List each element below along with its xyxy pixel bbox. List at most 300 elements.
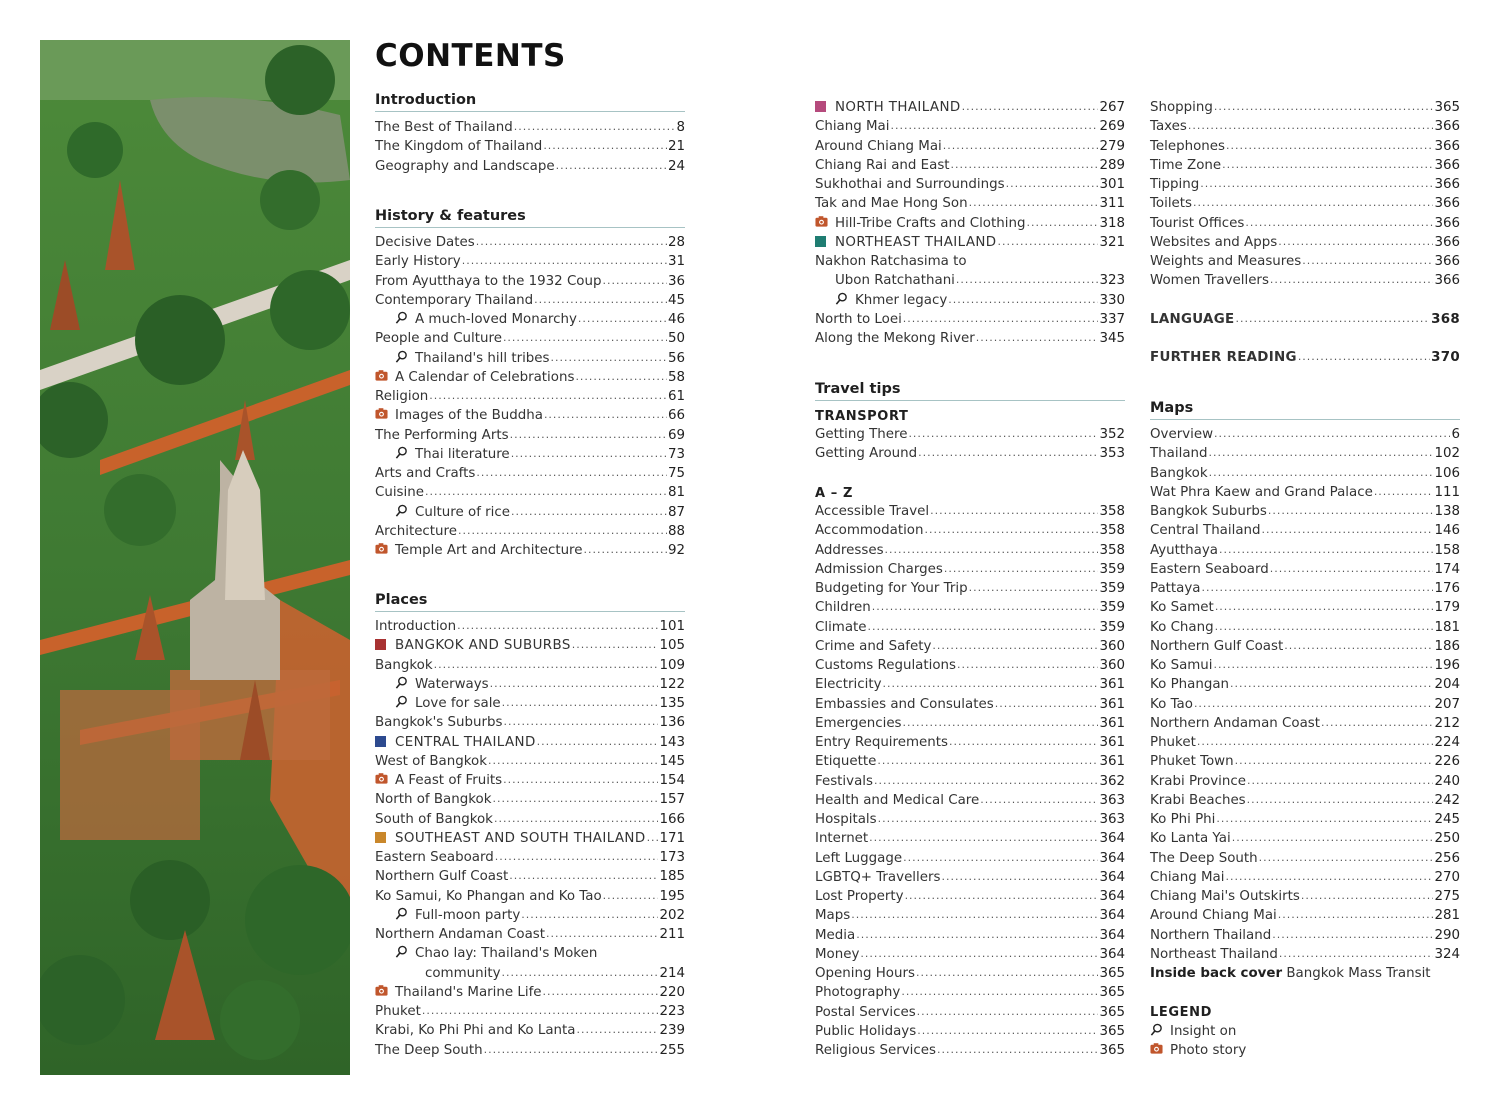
- toc-entry-northeast-thailand[interactable]: [815, 233, 1125, 252]
- toc-entry-the-deep-south[interactable]: [1150, 849, 1460, 868]
- dot-leader: [1214, 424, 1450, 443]
- toc-page-number: 250: [1434, 831, 1460, 847]
- toc-entry-label: [1150, 194, 1192, 213]
- toc-entry-label: [375, 464, 475, 483]
- dot-leader: [969, 578, 1099, 597]
- toc-entry-label: [375, 503, 510, 522]
- toc-page-number: 58: [667, 369, 685, 385]
- toc-entry-text: The Deep South: [375, 1042, 483, 1058]
- toc-page-number: 92: [667, 543, 685, 558]
- dot-leader: [932, 636, 1098, 655]
- toc-entry-text: Budgeting for Your Trip: [815, 581, 968, 596]
- toc-page-number: 365: [1099, 985, 1125, 1001]
- toc-page-number: 366: [1434, 138, 1460, 154]
- toc-entry-label: [815, 1041, 936, 1060]
- dot-leader: [1270, 559, 1434, 578]
- dot-leader: [578, 309, 667, 328]
- toc-entry-the-kingdom-of-thailand[interactable]: [375, 137, 685, 156]
- toc-entry-label: [375, 906, 520, 925]
- toc-entry-label: [375, 406, 543, 425]
- toc-entry-label: [1150, 560, 1269, 579]
- toc-entry-text: A Feast of Fruits: [395, 773, 503, 788]
- toc-entry-northern-gulf-coast[interactable]: [375, 867, 685, 886]
- toc-entry-label: [815, 175, 1005, 194]
- toc-entry-text: Along the Mekong River: [815, 331, 975, 346]
- toc-entry-etiquette[interactable]: [815, 752, 1125, 771]
- toc-entry-text: Religion: [375, 389, 429, 404]
- toc-entry-full-moon-party[interactable]: [375, 906, 685, 925]
- toc-entry-label: [1150, 810, 1215, 829]
- toc-entry-eastern-seaboard[interactable]: [1150, 560, 1460, 579]
- dot-leader: [924, 520, 1098, 539]
- dot-leader: [951, 155, 1099, 174]
- toc-entry-central-thailand[interactable]: [1150, 521, 1460, 540]
- dot-leader: [877, 751, 1098, 770]
- dot-leader: [917, 1002, 1099, 1021]
- toc-entry-tipping[interactable]: [1150, 175, 1460, 194]
- dot-leader: [577, 1020, 659, 1039]
- toc-entry-religion[interactable]: [375, 387, 685, 406]
- toc-entry-label: [375, 790, 491, 809]
- toc-page-number: 256: [1434, 850, 1460, 866]
- magnifier-icon: [395, 676, 408, 689]
- toc-entry-text: North to Loei: [815, 311, 902, 327]
- toc-entry-culture-of-rice[interactable]: [375, 503, 685, 522]
- toc-entry-text: Lost Property: [815, 889, 904, 904]
- toc-entry-arts-and-crafts[interactable]: [375, 464, 685, 483]
- toc-entry-cuisine[interactable]: [375, 483, 685, 502]
- toc-entry-entry-requirements[interactable]: [815, 733, 1125, 752]
- toc-entry-along-the-mekong-river[interactable]: [815, 329, 1125, 348]
- toc-entry-bangkok-suburbs[interactable]: [1150, 502, 1460, 521]
- toc-entry-label: [375, 368, 574, 387]
- dot-leader: [1214, 97, 1434, 116]
- toc-page-number: 173: [659, 850, 685, 865]
- toc-page-number: 242: [1434, 792, 1460, 808]
- toc-entry-temple-art-and-architecture[interactable]: [375, 541, 685, 560]
- toc-entry-label: [1150, 791, 1246, 810]
- magnifier-icon: [835, 292, 848, 305]
- toc-entry-krabi-province[interactable]: [1150, 772, 1460, 791]
- section-heading: Travel tips: [815, 379, 1125, 401]
- toc-entry-accommodation[interactable]: [815, 521, 1125, 540]
- toc-entry-label: [1150, 521, 1261, 540]
- toc-entry-north-of-bangkok[interactable]: [375, 790, 685, 809]
- toc-entry-label: [815, 1003, 916, 1022]
- toc-entry-text: Love for sale: [415, 696, 501, 711]
- toc-page-number: 270: [1434, 869, 1460, 885]
- toc-entry-text: FURTHER READING: [1150, 350, 1297, 365]
- dot-leader: [1226, 136, 1433, 155]
- toc-entry-label: [375, 848, 494, 867]
- toc-page-number: 87: [667, 504, 685, 520]
- toc-entry-label: [1150, 156, 1221, 175]
- toc-page-number: 136: [659, 715, 685, 731]
- toc-entry-hill-tribe-crafts-and-clothing[interactable]: [815, 214, 1125, 233]
- toc-entry-label: [1150, 849, 1258, 868]
- toc-entry-label: [815, 906, 850, 925]
- toc-entry-from-ayutthaya-to-the-1932-coup[interactable]: [375, 272, 685, 291]
- toc-entry-getting-there[interactable]: [815, 425, 1125, 444]
- magnifier-icon: [395, 907, 408, 920]
- toc-entry-label: [815, 310, 902, 329]
- toc-entry-label: [1150, 425, 1213, 444]
- toc-entry-ko-phi-phi[interactable]: [1150, 810, 1460, 829]
- toc-page-number: 46: [667, 312, 685, 327]
- toc-entry-around-chiang-mai[interactable]: [1150, 906, 1460, 925]
- toc-entry-internet[interactable]: [815, 829, 1125, 848]
- toc-entry-bangkok[interactable]: [375, 656, 685, 675]
- toc-entry-label: [1150, 675, 1229, 694]
- toc-entry-money[interactable]: [815, 945, 1125, 964]
- toc-entry-northern-gulf-coast[interactable]: [1150, 637, 1460, 656]
- toc-page-number: 365: [1099, 1023, 1125, 1039]
- toc-entry-north-thailand[interactable]: [815, 98, 1125, 117]
- toc-entry-public-holidays[interactable]: [815, 1022, 1125, 1041]
- toc-entry-northern-thailand[interactable]: [1150, 926, 1460, 945]
- toc-entry-text: Thailand's Marine Life: [395, 984, 542, 1000]
- toc-entry-toilets[interactable]: [1150, 194, 1460, 213]
- dot-leader: [1215, 597, 1434, 616]
- toc-entry-contemporary-thailand[interactable]: [375, 291, 685, 310]
- toc-entry-early-history[interactable]: [375, 252, 685, 271]
- toc-entry-weights-and-measures[interactable]: [1150, 252, 1460, 271]
- toc-page-number: 211: [659, 927, 685, 942]
- toc-entry-text: LANGUAGE: [1150, 312, 1235, 327]
- dot-leader: [510, 425, 667, 444]
- toc-entry-admission-charges[interactable]: [815, 560, 1125, 579]
- toc-entry-language[interactable]: [1150, 310, 1460, 329]
- dot-leader: [1374, 482, 1434, 501]
- toc-entry-chiang-mai-s-outskirts[interactable]: [1150, 887, 1460, 906]
- toc-entry-label: [375, 291, 533, 310]
- toc-entry-text: Central Thailand: [1150, 523, 1261, 539]
- toc-page-number: 138: [1434, 504, 1460, 519]
- toc-entry-left-luggage[interactable]: [815, 849, 1125, 868]
- toc-entry-label: [815, 810, 877, 829]
- toc-entry-bangkok-and-suburbs[interactable]: [375, 636, 685, 655]
- toc-entry-electricity[interactable]: [815, 675, 1125, 694]
- dot-leader: [1232, 828, 1434, 847]
- toc-entry-time-zone[interactable]: [1150, 156, 1460, 175]
- sub-heading: A – Z: [815, 486, 854, 501]
- toc-entry-text: Cuisine: [375, 485, 424, 501]
- toc-entry-women-travellers[interactable]: [1150, 271, 1460, 290]
- dot-leader: [995, 694, 1099, 713]
- dot-leader: [1247, 771, 1433, 790]
- toc-entry-label: [815, 329, 975, 348]
- toc-page-number: 366: [1434, 273, 1460, 289]
- toc-page-number: 69: [667, 427, 685, 443]
- toc-entry-label: [375, 522, 457, 541]
- toc-column-1: [375, 88, 685, 1068]
- toc-entry-a-much-loved-monarchy[interactable]: [375, 310, 685, 329]
- toc-entry-label: [815, 117, 890, 136]
- toc-page-number: 337: [1099, 311, 1125, 327]
- toc-entry-label: [1150, 926, 1271, 945]
- toc-entry-label: [375, 733, 536, 752]
- toc-entry-label: [375, 887, 602, 906]
- toc-page-number: 324: [1434, 946, 1460, 962]
- toc-entry-label: [1150, 137, 1225, 156]
- toc-entry-tak-and-mae-hong-son[interactable]: [815, 194, 1125, 213]
- toc-entry-label: [375, 752, 487, 771]
- toc-entry-text: Postal Services: [815, 1004, 916, 1020]
- toc-entry-phuket[interactable]: [375, 1002, 685, 1021]
- toc-entry-khmer-legacy[interactable]: [815, 291, 1125, 310]
- toc-entry-label: [375, 157, 555, 176]
- toc-entry-text: Money: [815, 946, 860, 962]
- toc-entry-chiang-rai-and-east[interactable]: [815, 156, 1125, 175]
- toc-entry-text: Krabi Beaches: [1150, 792, 1246, 808]
- toc-entry-label: [815, 618, 867, 637]
- toc-entry-label: [1150, 772, 1246, 791]
- toc-entry-south-of-bangkok[interactable]: [375, 810, 685, 829]
- toc-entry-ko-samui[interactable]: [1150, 656, 1460, 675]
- toc-entry-accessible-travel[interactable]: [815, 502, 1125, 521]
- toc-entry-thailand[interactable]: [1150, 444, 1460, 463]
- toc-entry-waterways[interactable]: [375, 675, 685, 694]
- toc-entry-text: Internet: [815, 831, 869, 847]
- dot-leader: [948, 290, 1098, 309]
- toc-entry-a-calendar-of-celebrations[interactable]: [375, 368, 685, 387]
- toc-entry-health-and-medical-care[interactable]: [815, 791, 1125, 810]
- toc-page-number: 111: [1434, 484, 1460, 500]
- toc-entry-text: Images of the Buddha: [395, 408, 543, 424]
- toc-entry-websites-and-apps[interactable]: [1150, 233, 1460, 252]
- toc-entry-text: Ko Samui, Ko Phangan and Ko Tao: [375, 888, 602, 904]
- toc-entry-religious-services[interactable]: [815, 1041, 1125, 1060]
- toc-page-number: 109: [659, 657, 685, 673]
- camera-icon: [375, 407, 388, 420]
- toc-entry-photography[interactable]: [815, 983, 1125, 1002]
- toc-entry-text: Ko Phi Phi: [1150, 812, 1216, 827]
- toc-entry-thai-literature[interactable]: [375, 445, 685, 464]
- toc-entry-ko-samet[interactable]: [1150, 598, 1460, 617]
- toc-page-number: 290: [1434, 927, 1460, 943]
- toc-entry-label: [1150, 98, 1213, 117]
- dot-leader: [534, 290, 667, 309]
- toc-entry-community[interactable]: [375, 964, 685, 983]
- toc-entry-label: [1150, 618, 1214, 637]
- toc-entry-label: [815, 541, 884, 560]
- dot-leader: [851, 905, 1098, 924]
- toc-entry-ko-chang[interactable]: [1150, 618, 1460, 637]
- toc-entry-eastern-seaboard[interactable]: [375, 848, 685, 867]
- toc-entry-budgeting-for-your-trip[interactable]: [815, 579, 1125, 598]
- toc-entry-love-for-sale[interactable]: [375, 694, 685, 713]
- toc-entry-krabi-beaches[interactable]: [1150, 791, 1460, 810]
- toc-entry-introduction[interactable]: [375, 617, 685, 636]
- dot-leader: [503, 712, 658, 731]
- toc-entry-northeast-thailand[interactable]: [1150, 945, 1460, 964]
- toc-page-number: 195: [659, 888, 685, 904]
- toc-page-number: 186: [1434, 638, 1460, 654]
- toc-page-number: 361: [1099, 696, 1125, 712]
- toc-entry-chao-lay-thailand-s-moken[interactable]: [375, 944, 685, 963]
- toc-entry-tourist-offices[interactable]: [1150, 214, 1460, 233]
- toc-entry-ko-lanta-yai[interactable]: [1150, 829, 1460, 848]
- toc-entry-a-feast-of-fruits[interactable]: [375, 771, 685, 790]
- toc-entry-festivals[interactable]: [815, 772, 1125, 791]
- dot-leader: [1188, 116, 1434, 135]
- toc-entry-label: [375, 925, 545, 944]
- toc-entry-geography-and-landscape[interactable]: [375, 157, 685, 176]
- toc-entry-text: Phuket: [1150, 735, 1196, 750]
- toc-entry-text: The Kingdom of Thailand: [375, 139, 543, 155]
- toc-entry-lost-property[interactable]: [815, 887, 1125, 906]
- toc-entry-text: Around Chiang Mai: [815, 138, 942, 154]
- toc-entry-label: [375, 387, 428, 406]
- region-color-swatch: [375, 639, 386, 650]
- toc-entry-children[interactable]: [815, 598, 1125, 617]
- toc-entry-text: Krabi, Ko Phi Phi and Ko Lanta: [375, 1023, 576, 1039]
- toc-entry-bangkok[interactable]: [1150, 464, 1460, 483]
- toc-entry-decisive-dates[interactable]: [375, 233, 685, 252]
- toc-entry-media[interactable]: [815, 926, 1125, 945]
- dot-leader: [1197, 732, 1434, 751]
- dot-leader: [976, 328, 1099, 347]
- toc-entry-around-chiang-mai[interactable]: [815, 137, 1125, 156]
- dot-leader: [905, 886, 1099, 905]
- toc-entry-chiang-mai[interactable]: [815, 117, 1125, 136]
- toc-entry-ayutthaya[interactable]: [1150, 541, 1460, 560]
- toc-entry-the-deep-south[interactable]: [375, 1041, 685, 1060]
- toc-entry-text: Religious Services: [815, 1043, 936, 1058]
- toc-entry-hospitals[interactable]: [815, 810, 1125, 829]
- dot-leader: [488, 751, 658, 770]
- toc-entry-architecture[interactable]: [375, 522, 685, 541]
- toc-entry-embassies-and-consulates[interactable]: [815, 695, 1125, 714]
- section-heading: Introduction: [375, 90, 685, 112]
- region-color-swatch: [815, 101, 826, 112]
- dot-leader: [878, 809, 1099, 828]
- dot-leader: [492, 789, 658, 808]
- toc-entry-overview[interactable]: [1150, 425, 1460, 444]
- toc-entry-emergencies[interactable]: [815, 714, 1125, 733]
- toc-entry-sukhothai-and-surroundings[interactable]: [815, 175, 1125, 194]
- toc-entry-southeast-and-south-thailand[interactable]: [375, 829, 685, 848]
- dot-leader: [543, 136, 667, 155]
- toc-entry-maps[interactable]: [815, 906, 1125, 925]
- toc-page-number: 267: [1099, 100, 1125, 115]
- toc-entry-telephones[interactable]: [1150, 137, 1460, 156]
- toc-entry-text: People and Culture: [375, 331, 502, 347]
- toc-entry-thailand-s-hill-tribes[interactable]: [375, 349, 685, 368]
- toc-entry-label: [1150, 829, 1231, 848]
- toc-page-number: 353: [1099, 446, 1125, 462]
- dot-leader: [495, 847, 659, 866]
- toc-entry-nakhon-ratchasima-to[interactable]: [815, 252, 1125, 271]
- magnifier-icon: [395, 350, 408, 363]
- toc-page-number: 220: [659, 984, 685, 1000]
- toc-entry-phuket-town[interactable]: [1150, 752, 1460, 771]
- toc-entry-phuket[interactable]: [1150, 733, 1460, 752]
- toc-entry-label: [375, 1002, 421, 1021]
- dot-leader: [546, 924, 658, 943]
- toc-entry-label: [815, 656, 956, 675]
- toc-entry-addresses[interactable]: [815, 541, 1125, 560]
- toc-page-number: 311: [1099, 196, 1125, 212]
- toc-entry-further-reading[interactable]: [1150, 348, 1460, 367]
- section-heading: History & features: [375, 206, 685, 228]
- toc-entry-ko-phangan[interactable]: [1150, 675, 1460, 694]
- toc-entry-northern-andaman-coast[interactable]: [1150, 714, 1460, 733]
- toc-entry-text: Crime and Safety: [815, 638, 932, 654]
- dot-leader: [901, 982, 1098, 1001]
- toc-entry-bangkok-s-suburbs[interactable]: [375, 713, 685, 732]
- toc-entry-text: Entry Requirements: [815, 735, 948, 750]
- toc-entry-postal-services[interactable]: [815, 1003, 1125, 1022]
- toc-entry-krabi-ko-phi-phi-and-ko-lanta[interactable]: [375, 1021, 685, 1040]
- toc-entry-west-of-bangkok[interactable]: [375, 752, 685, 771]
- toc-entry-pattaya[interactable]: [1150, 579, 1460, 598]
- toc-entry-ubon-ratchathani[interactable]: [815, 271, 1125, 290]
- toc-page-number: 364: [1099, 850, 1125, 866]
- toc-entry-lgbtq-travellers[interactable]: [815, 868, 1125, 887]
- toc-entry-thailand-s-marine-life[interactable]: [375, 983, 685, 1002]
- toc-entry-text: Thailand's hill tribes: [415, 350, 550, 366]
- toc-entry-label: [375, 675, 489, 694]
- toc-entry-shopping[interactable]: [1150, 98, 1460, 117]
- toc-page-number: 364: [1099, 927, 1125, 943]
- toc-entry-northern-andaman-coast[interactable]: [375, 925, 685, 944]
- toc-entry-north-to-loei[interactable]: [815, 310, 1125, 329]
- toc-page-number: 146: [1434, 523, 1460, 539]
- dot-leader: [1279, 944, 1434, 963]
- toc-page-number: 171: [659, 830, 685, 846]
- toc-entry-customs-regulations[interactable]: [815, 656, 1125, 675]
- toc-entry-getting-around[interactable]: [815, 444, 1125, 463]
- toc-entry-chiang-mai[interactable]: [1150, 868, 1460, 887]
- toc-entry-the-best-of-thailand[interactable]: [375, 118, 685, 137]
- toc-entry-wat-phra-kaew-and-grand-palace[interactable]: [1150, 483, 1460, 502]
- toc-entry-the-performing-arts[interactable]: [375, 426, 685, 445]
- toc-entry-label: [375, 118, 513, 137]
- dot-leader: [1284, 636, 1433, 655]
- toc-entry-text: The Deep South: [1150, 850, 1258, 866]
- toc-page-number: 6: [1451, 427, 1460, 442]
- toc-page-number: 214: [659, 965, 685, 981]
- toc-entry-climate[interactable]: [815, 618, 1125, 637]
- toc-entry-label: [375, 310, 577, 329]
- toc-page-number: 135: [659, 696, 685, 711]
- toc-entry-images-of-the-buddha[interactable]: [375, 406, 685, 425]
- toc-entry-text: The Best of Thailand: [375, 120, 513, 135]
- toc-page-number: 289: [1099, 157, 1125, 173]
- toc-entry-label: [375, 829, 646, 848]
- toc-entry-ko-tao[interactable]: [1150, 695, 1460, 714]
- toc-entry-text: Thailand: [1150, 446, 1208, 462]
- camera-icon: [375, 542, 388, 555]
- toc-entry-people-and-culture[interactable]: [375, 329, 685, 348]
- magnifier-icon: [395, 945, 408, 958]
- toc-entry-text: Tak and Mae Hong Son: [815, 196, 968, 212]
- toc-entry-taxes[interactable]: [1150, 117, 1460, 136]
- dot-leader: [908, 424, 1098, 443]
- dot-leader: [1194, 694, 1434, 713]
- dot-leader: [869, 828, 1098, 847]
- toc-entry-label: [1150, 714, 1320, 733]
- toc-entry-ko-samui-ko-phangan-and-ko-tao[interactable]: [375, 887, 685, 906]
- toc-page-number: 73: [667, 446, 685, 462]
- toc-entry-label: [1150, 271, 1269, 290]
- toc-entry-opening-hours[interactable]: [815, 964, 1125, 983]
- camera-icon: [375, 772, 388, 785]
- dot-leader: [476, 232, 667, 251]
- toc-entry-central-thailand[interactable]: [375, 733, 685, 752]
- toc-entry-crime-and-safety[interactable]: [815, 637, 1125, 656]
